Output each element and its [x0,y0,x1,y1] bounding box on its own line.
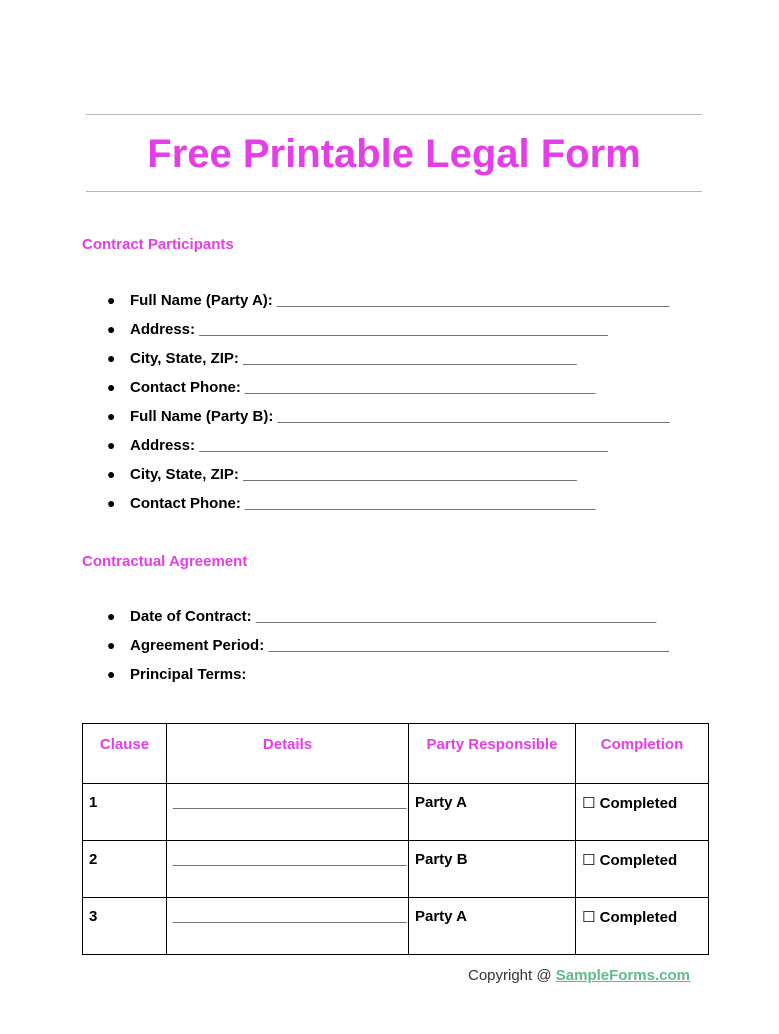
cell-clause: 3 [83,898,167,955]
field-blank[interactable]: _______________________________________________ [277,408,670,425]
field-party-b-name [107,408,670,437]
header-details: Details [167,724,409,784]
field-blank[interactable]: ________________________________________________ [268,637,669,654]
field-label: Address: [130,437,200,454]
field-principal-terms [107,666,669,695]
cell-completion-checkbox[interactable]: ☐ Completed [576,898,709,955]
field-blank[interactable]: ________________________________________ [243,350,577,367]
field-blank[interactable]: __________________________________________ [245,495,596,512]
field-label: City, State, ZIP: [130,350,244,367]
field-blank[interactable]: ________________________________________ [243,466,577,483]
bullet-icon: ● [107,637,116,653]
field-label: Principal Terms: [130,666,247,683]
field-agreement-period [107,637,669,666]
field-party-b-address [107,437,670,466]
section-heading-participants: Contract Participants [82,236,234,253]
field-label: Agreement Period: [130,637,269,654]
agreement-field-list [107,608,669,695]
field-date-of-contract [107,608,669,637]
cell-completion-checkbox[interactable]: ☐ Completed [576,841,709,898]
page-title: Free Printable Legal Form [147,132,641,176]
cell-party: Party A [409,898,576,955]
table-row [83,898,709,955]
section-heading-agreement: Contractual Agreement [82,553,248,570]
participants-field-list [107,292,670,524]
field-party-a-city [107,350,670,379]
field-party-a-name [107,292,670,321]
bullet-icon: ● [107,437,116,453]
field-blank[interactable]: _________________________________________________ [199,321,608,338]
cell-completion-checkbox[interactable]: ☐ Completed [576,784,709,841]
bullet-icon: ● [107,321,116,337]
bullet-icon: ● [107,350,116,366]
copyright-prefix: Copyright @ [468,967,556,984]
bullet-icon: ● [107,408,116,424]
header-party-responsible: Party Responsible [409,724,576,784]
field-blank[interactable]: _______________________________________________ [276,292,670,309]
field-label: Contact Phone: [130,379,245,396]
table-row [83,841,709,898]
field-party-a-phone [107,379,670,408]
cell-details[interactable]: ____________________________ [167,841,409,898]
bullet-icon: ● [107,466,116,482]
table-row [83,784,709,841]
field-label: Full Name (Party B): [130,408,278,425]
top-divider [86,114,702,115]
clauses-table [82,723,709,955]
bullet-icon: ● [107,495,116,511]
cell-details[interactable]: ____________________________ [167,898,409,955]
brand-link[interactable]: SampleForms.com [555,967,690,984]
cell-details[interactable]: ____________________________ [167,784,409,841]
cell-party: Party B [409,841,576,898]
field-label: City, State, ZIP: [130,466,244,483]
table-header-row [83,724,709,784]
field-party-b-phone [107,495,670,524]
field-party-b-city [107,466,670,495]
field-party-a-address [107,321,670,350]
field-label: Address: [130,321,200,338]
field-blank[interactable]: __________________________________________ [245,379,596,396]
bullet-icon: ● [107,666,116,682]
bottom-divider [86,191,702,192]
field-blank[interactable]: _________________________________________________ [199,437,608,454]
header-completion: Completion [576,724,709,784]
copyright-footer [468,967,690,984]
bullet-icon: ● [107,608,116,624]
field-label: Contact Phone: [130,495,245,512]
bullet-icon: ● [107,292,116,308]
field-label: Full Name (Party A): [130,292,277,309]
field-label: Date of Contract: [130,608,256,625]
header-clause: Clause [83,724,167,784]
cell-clause: 1 [83,784,167,841]
bullet-icon: ● [107,379,116,395]
cell-clause: 2 [83,841,167,898]
cell-party: Party A [409,784,576,841]
field-blank[interactable]: ________________________________________________ [255,608,657,625]
